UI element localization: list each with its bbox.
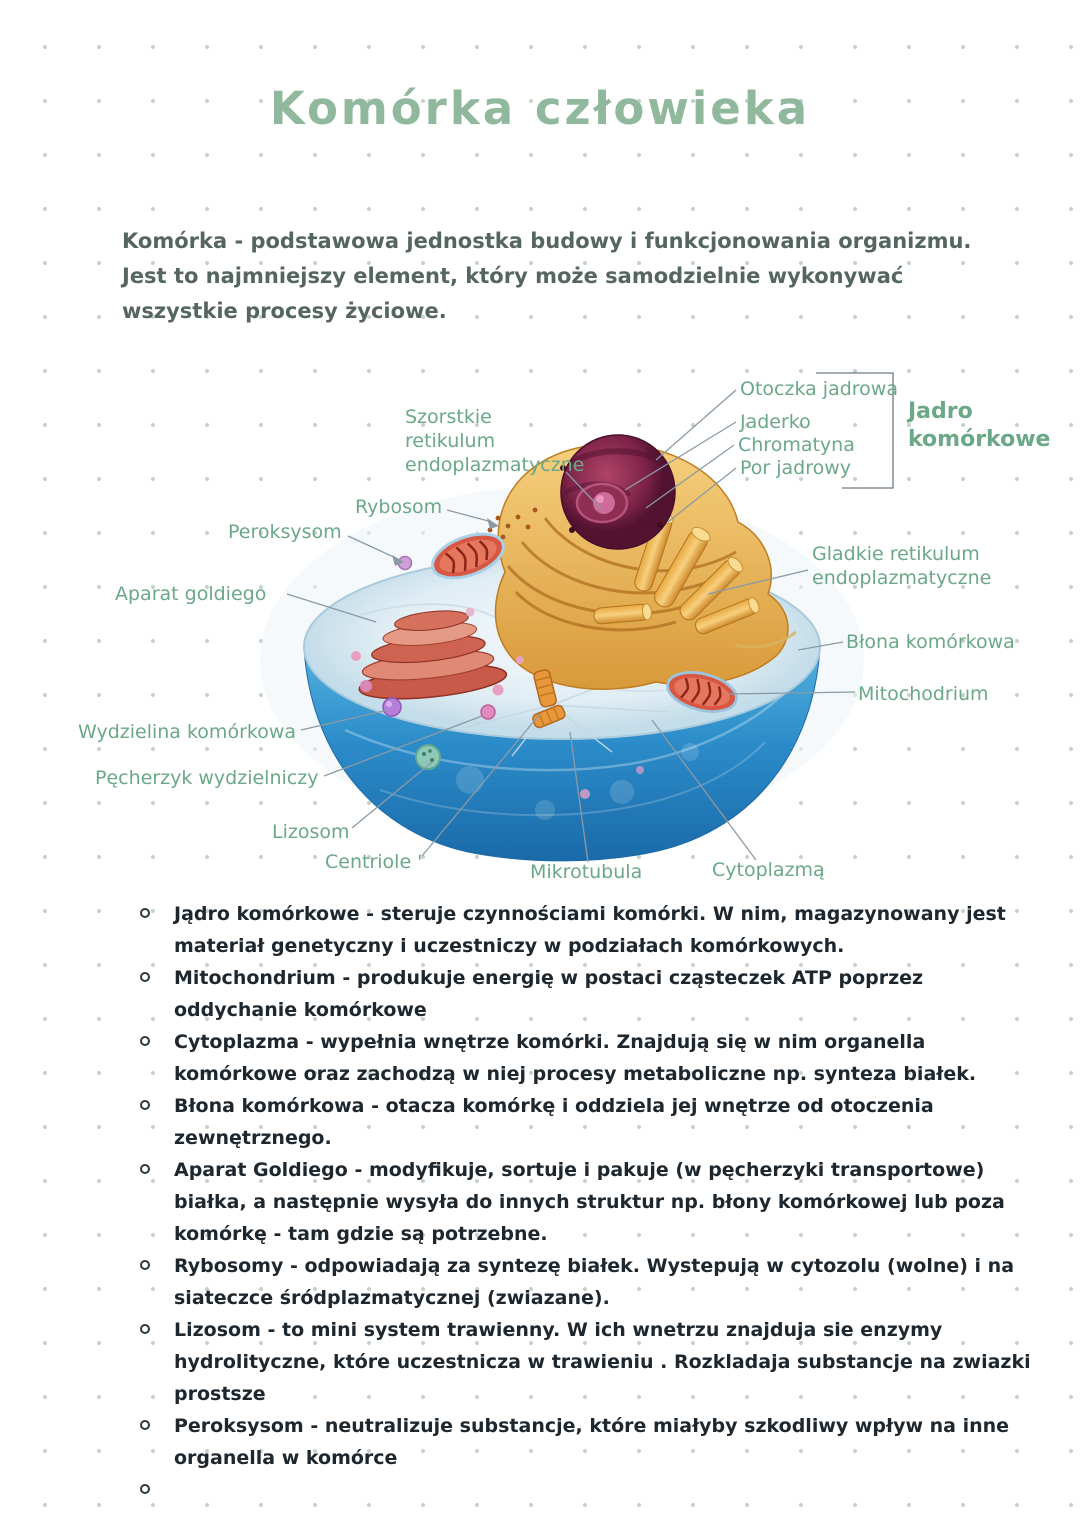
bullet-text: Błona komórkowa - otacza komórkę i oddziela jej wnętrze od otoczenia zewnętrznego. (174, 1095, 934, 1149)
bullet-text: Rybosomy - odpowiadają za syntezę białek. Wystepują w cytozolu (wolne) i na siateczce śródplazmatycznej (zwiazane). (174, 1255, 1015, 1309)
label-cell-membrane: Błona komórkowa (846, 631, 1015, 653)
label-cytoplasm: Cytoplazmą (712, 859, 825, 881)
bullet-marker (140, 1420, 150, 1430)
label-cell-secretion: Wydzielina komórkowa (78, 721, 297, 743)
label-chromatin: Chromatyna (738, 434, 855, 456)
label-golgi: Aparat goldiego (115, 583, 267, 605)
intro-paragraph: Komórka - podstawowa jednostka budowy i funkcjonowania organizmu. Jest to najmniejszy element, który może samodzielnie wykonywać wszystkie procesy życiowe. (122, 229, 972, 323)
label-nucleolus: Jaderko (740, 411, 811, 433)
bullet-marker (140, 972, 150, 982)
bullet-marker (140, 1260, 150, 1270)
label-smooth-er: Gladkie retikulum endoplazmatyczne (812, 543, 992, 589)
label-nuclear-pore: Por jadrowy (740, 457, 852, 479)
bullet-marker (140, 1164, 150, 1174)
list-item (134, 898, 1042, 962)
label-secretory-vesicle: Pęcherzyk wydzielniczy (95, 767, 319, 789)
bullet-text: Aparat Goldiego - modyfikuje, sortuje i pakuje (w pęcherzyki transportowe) białka, a następnie wysyła do innych struktur np. błony komórkowej lub poza komórkę - tam gdzie są potrzebne. (174, 1159, 1005, 1245)
bullet-text: Lizosom - to mini system trawienny. W ich wnetrzu znajduja sie enzymy hydrolityczne, które uczestnicza w trawieniu . Rozkladaja substancje na zwiazki prostsze (174, 1319, 1031, 1405)
list-item (134, 1090, 1042, 1154)
list-item (134, 1154, 1042, 1250)
list-item (134, 1474, 1042, 1506)
organelle-list (134, 898, 1042, 1506)
label-centriole: Centriole ' (325, 851, 423, 873)
bullet-text: Jądro komórkowe - steruje czynnościami komórki. W nim, magazynowany jest materiał genetyczny i uczestniczy w podziałach komórkowych. (174, 903, 1006, 957)
label-cell-nucleus: Jadro komórkowe (908, 399, 1051, 452)
bullet-text: Peroksysom - neutralizuje substancje, które miałyby szkodliwy wpływ na inne organella w komórce (174, 1415, 1010, 1469)
list-item (134, 1410, 1042, 1474)
page-title: Komórka człowieka (269, 82, 811, 135)
label-rough-er: Szorstkie retikulum endoplazmatyczne (405, 406, 585, 476)
list-item (134, 962, 1042, 1026)
bullet-text: Cytoplazma - wypełnia wnętrze komórki. Znajdują się w nim organella komórkowe oraz zachodzą w niej procesy metaboliczne np. synteza białek. (174, 1031, 977, 1085)
bullet-marker (140, 1484, 150, 1494)
cell-diagram (0, 360, 1080, 892)
list-item (134, 1250, 1042, 1314)
list-item (134, 1314, 1042, 1410)
bullet-marker (140, 1324, 150, 1334)
bullet-marker (140, 1036, 150, 1046)
label-microtubule: Mikrotubula (530, 861, 643, 883)
label-mitochondrion: Mitochodrium (858, 683, 989, 705)
bullet-marker (140, 1100, 150, 1110)
bullet-text: Mitochondrium - produkuje energię w postaci cząsteczek ATP poprzez oddychanie komórkowe (174, 967, 924, 1021)
label-lysosome: Lizosom (272, 821, 350, 843)
label-nuclear-envelope: Otoczka jadrowa (740, 378, 898, 400)
secretory-vesicle (481, 705, 495, 719)
label-ribosome: Rybosom (355, 496, 443, 518)
nucleolus (593, 492, 615, 514)
label-peroxisome: Peroksysom (228, 521, 342, 543)
list-item (134, 1026, 1042, 1090)
cell-secretion (383, 698, 401, 716)
bullet-marker (140, 908, 150, 918)
